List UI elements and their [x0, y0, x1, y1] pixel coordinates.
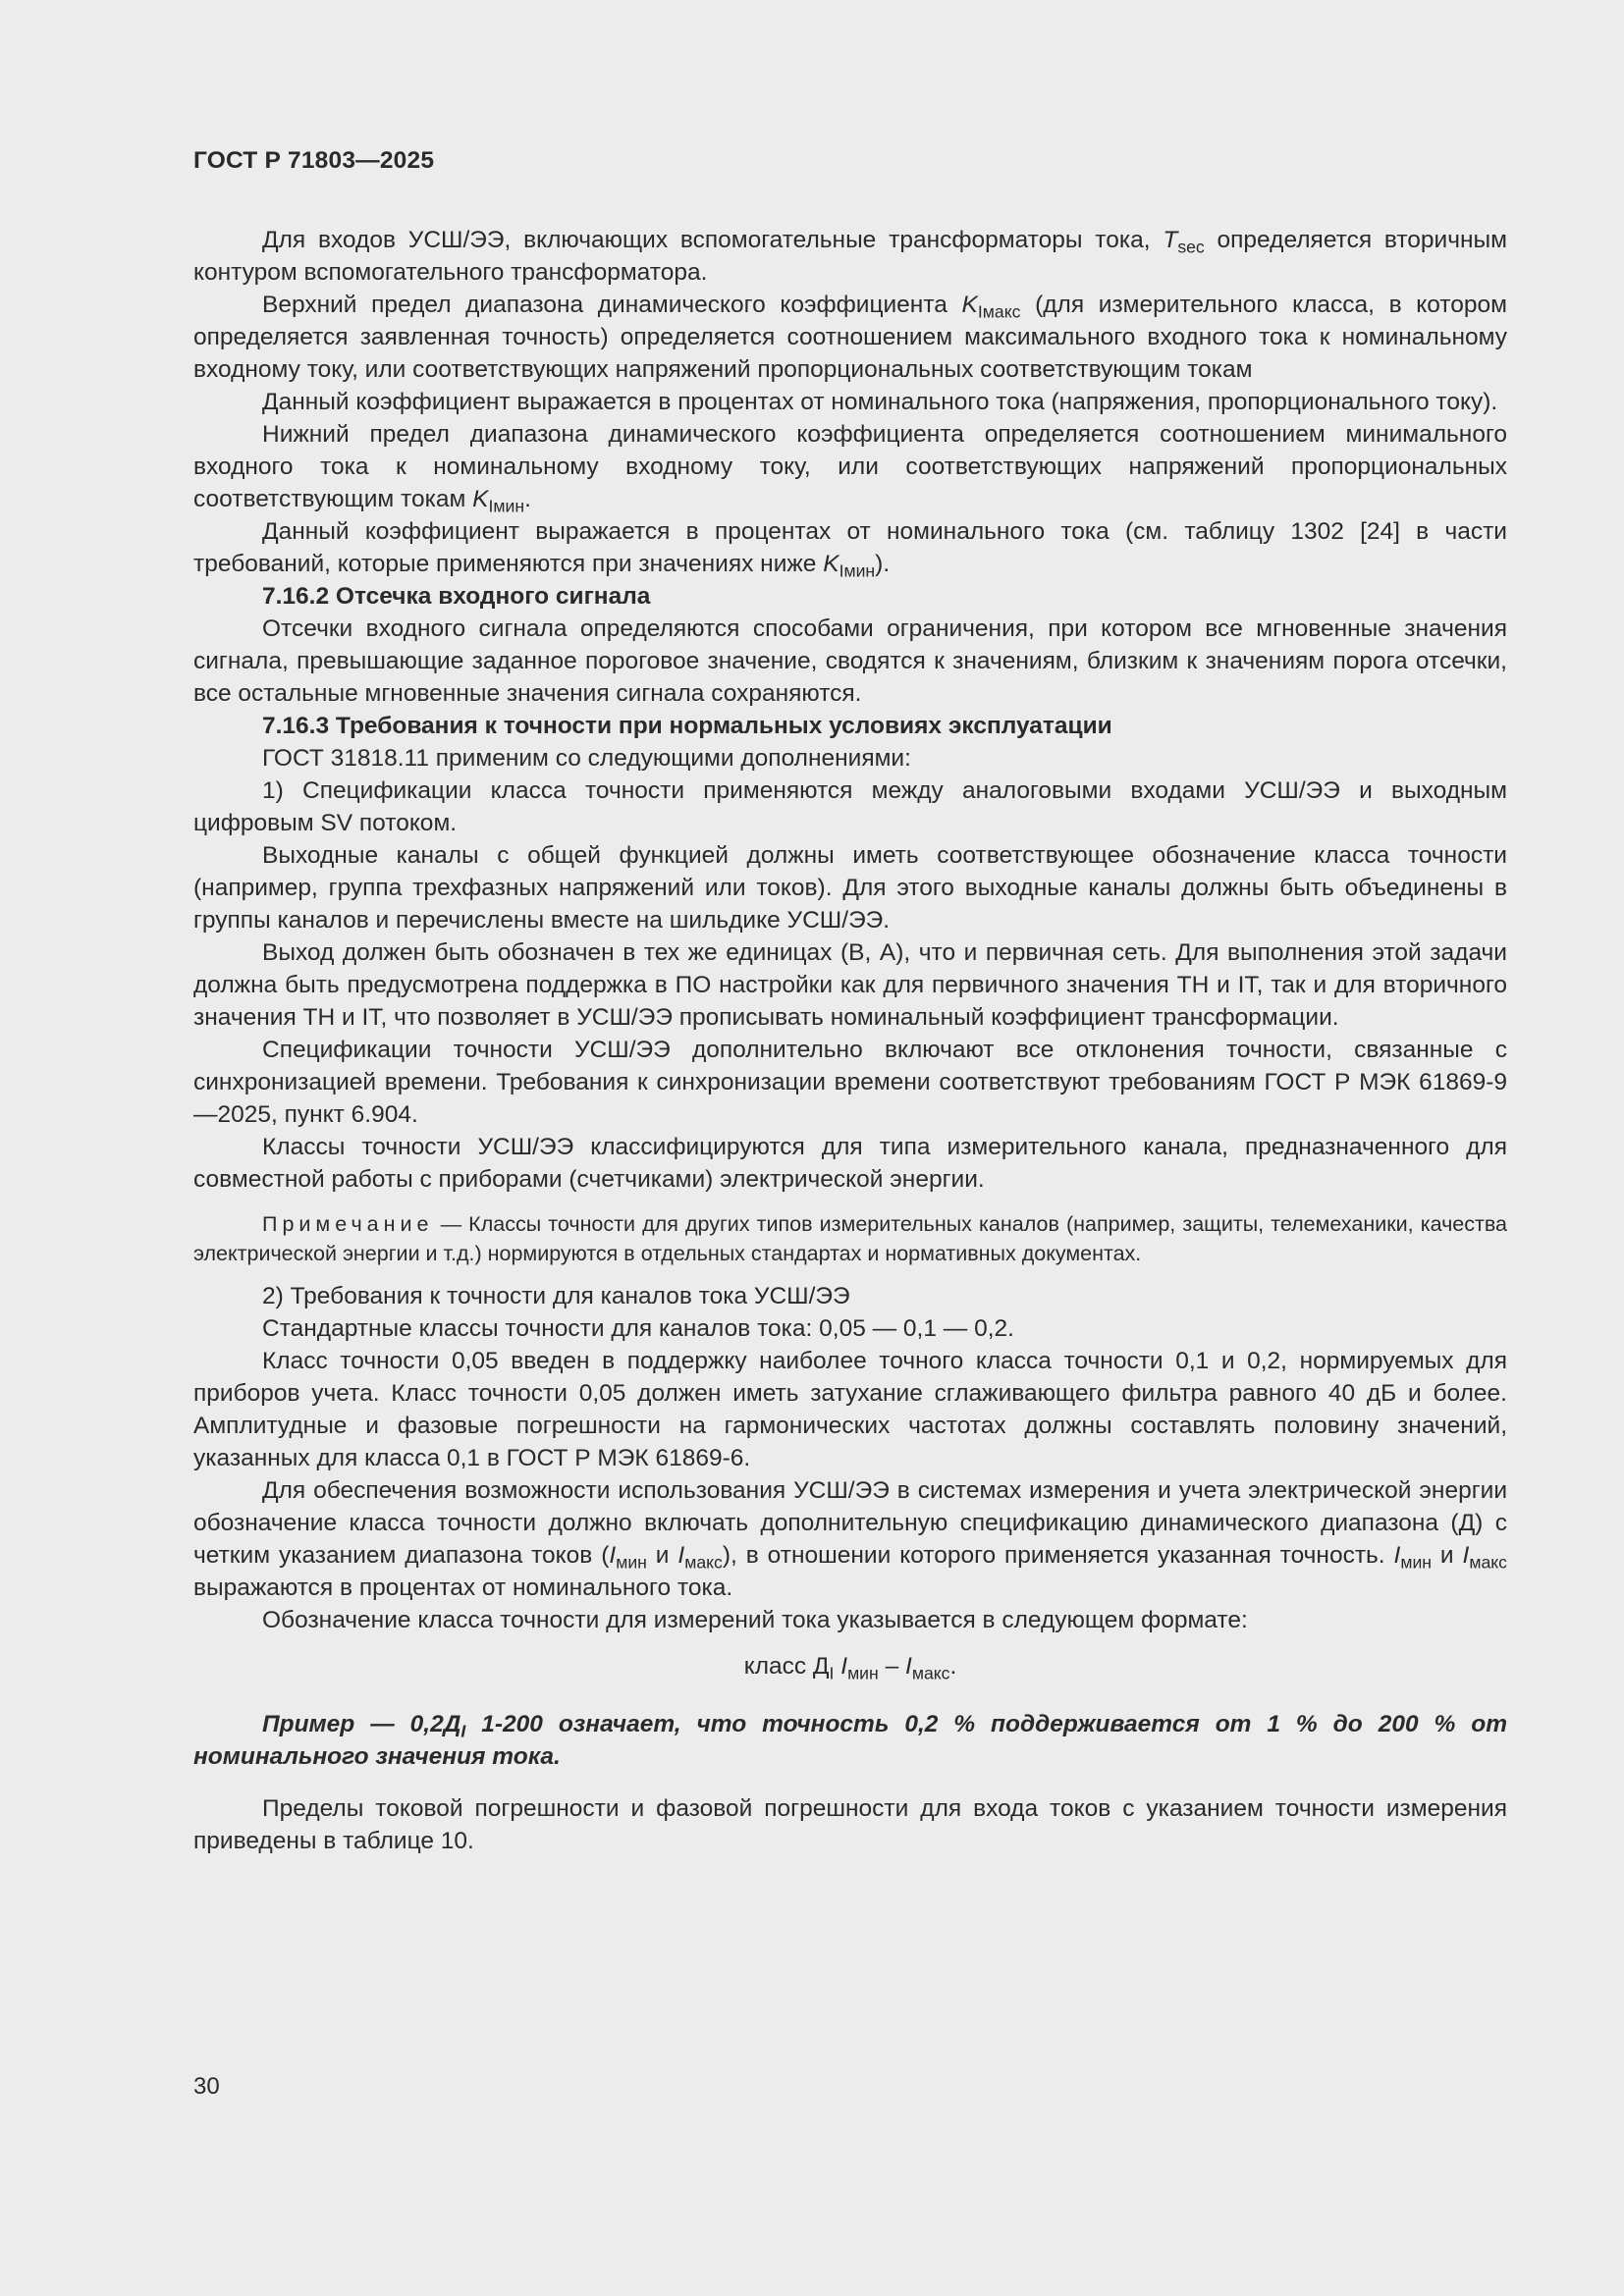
paragraph: Для обеспечения возможности использования УСШ/ЭЭ в системах измерения и учета электрической энергии обозначение класса точности должно включать дополнительную спецификацию динамического диапазона (Д) с четким указанием диапазона токов ($I_{мин}$ и $I_{макс}$), в отношении которого применяется указанная точность. $I_{мин}$ и $I_{макс}$ выражаются в процентах от номинального тока.: [193, 1477, 1507, 1601]
document-header: ГОСТ Р 71803—2025: [193, 147, 435, 174]
section-heading: 7.16.2 Отсечка входного сигнала: [262, 583, 651, 610]
example: Пример — $0,2Д_I$ 1-200 означает, что точность 0,2 % поддерживается от 1 % до 200 % от номинального значения тока.: [193, 1711, 1507, 1770]
paragraph: ГОСТ 31818.11 применим со следующими дополнениями:: [262, 745, 911, 772]
paragraph: Обозначение класса точности для измерений тока указывается в следующем формате:: [262, 1607, 1248, 1633]
paragraph: 1) Спецификации класса точности применяются между аналоговыми входами УСШ/ЭЭ и выходным цифровым SV потоком.: [193, 777, 1507, 836]
paragraph: Пределы токовой погрешности и фазовой погрешности для входа токов с указанием точности измерения приведены в таблице 10.: [193, 1795, 1507, 1854]
note: [193, 1209, 1507, 1268]
paragraph: Классы точности УСШ/ЭЭ классифицируются для типа измерительного канала, предназначенного для совместной работы с приборами (счетчиками) электрической энергии.: [193, 1134, 1507, 1193]
paragraph: Данный коэффициент выражается в процентах от номинального тока (см. таблицу 1302 [24] в части требований, которые применяются при значениях ниже $K_{Iмин}$).: [193, 518, 1507, 581]
paragraph: Отсечки входного сигнала определяются способами ограничения, при котором все мгновенные значения сигнала, превышающие заданное пороговое значение, сводятся к значениям, близким к значениям порога отсечки, все остальные мгновенные значения сигнала сохраняются.: [193, 615, 1507, 707]
paragraph: Спецификации точности УСШ/ЭЭ дополнительно включают все отклонения точности, связанные с синхронизацией времени. Требования к синхронизации времени соответствуют требованиям ГОСТ Р МЭК 61869-9—2025, пункт 6.904.: [193, 1037, 1507, 1128]
paragraph: Выходные каналы с общей функцией должны иметь соответствующее обозначение класса точности (например, группа трехфазных напряжений или токов). Для этого выходные каналы должны быть объединены в группы каналов и перечислены вместе на шильдике УСШ/ЭЭ.: [193, 842, 1507, 934]
page-number: 30: [193, 2073, 220, 2100]
paragraph: 2) Требования к точности для каналов тока УСШ/ЭЭ: [262, 1283, 850, 1309]
paragraph: Для входов УСШ/ЭЭ, включающих вспомогательные трансформаторы тока, $T_{sec}$ определяется вторичным контуром вспомогательного трансформатора.: [193, 227, 1507, 286]
note-text: — Классы точности для других типов измерительных каналов (например, защиты, телемеханики, качества электрической энергии и т.д.) нормируются в отдельных стандартах и нормативных документах.: [193, 1212, 1507, 1265]
section-heading: 7.16.3 Требования к точности при нормальных условиях эксплуатации: [262, 713, 1112, 739]
paragraph: Выход должен быть обозначен в тех же единицах (В, А), что и первичная сеть. Для выполнения этой задачи должна быть предусмотрена поддержка в ПО настройки как для первичного значения ТН и IT, так и для вторичного значения ТН и IT, что позволяет в УСШ/ЭЭ прописывать номинальный коэффициент трансформации.: [193, 939, 1507, 1031]
paragraph: Верхний предел диапазона динамического коэффициента $K_{Iмакс}$ (для измерительного класса, в котором определяется заявленная точность) определяется соотношением максимального входного тока к номинальному входному току, или соответствующих напряжений пропорциональных соответствующим токам: [193, 292, 1507, 383]
note-label: Примечание: [262, 1212, 434, 1236]
paragraph: Нижний предел диапазона динамического коэффициента определяется соотношением минимального входного тока к номинальному входному току, или соответствующих напряжений пропорциональных соответствующим токам $K_{Iмин}$.: [193, 421, 1507, 516]
formula: класс $Д_I$ $I_{мин} - I_{макс}$.: [743, 1653, 957, 1683]
paragraph: Данный коэффициент выражается в процентах от номинального тока (напряжения, пропорционального току).: [262, 389, 1498, 415]
document-body: [193, 224, 1507, 1857]
paragraph: Стандартные классы точности для каналов тока: 0,05 — 0,1 — 0,2.: [262, 1315, 1014, 1342]
paragraph: Класс точности 0,05 введен в поддержку наиболее точного класса точности 0,1 и 0,2, нормируемых для приборов учета. Класс точности 0,05 должен иметь затухание сглаживающего фильтра равного 40 дБ и более. Амплитудные и фазовые погрешности на гармонических частотах должны составлять половину значений, указанных для класса 0,1 в ГОСТ Р МЭК 61869-6.: [193, 1348, 1507, 1471]
